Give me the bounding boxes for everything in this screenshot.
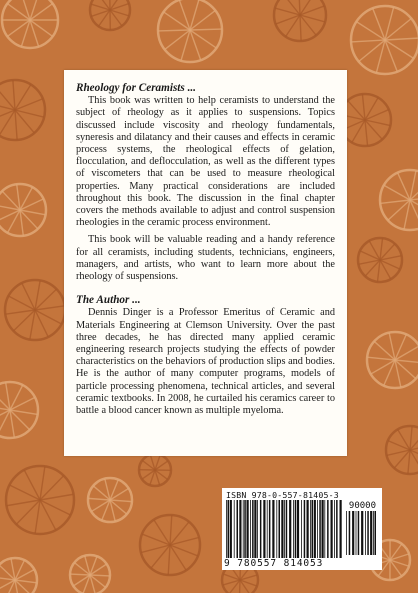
barcode-bar (244, 500, 246, 558)
barcode-bar (358, 511, 360, 555)
barcode-bar (284, 500, 285, 558)
citrus-slice-decoration (386, 426, 418, 474)
barcode-bar (250, 500, 251, 558)
citrus-slice-decoration (0, 382, 38, 438)
citrus-slice-decoration (88, 478, 132, 522)
price-addon-bars (346, 511, 378, 555)
barcode-bar (356, 511, 357, 555)
section-heading-rheology: Rheology for Ceramists ... (76, 82, 196, 94)
barcode-bar (263, 500, 265, 558)
barcode-bar (269, 500, 271, 558)
citrus-slice-decoration (140, 515, 200, 575)
citrus-slice-decoration (158, 0, 222, 62)
citrus-slice-decoration (274, 0, 326, 41)
barcode-bar (373, 511, 374, 555)
barcode-bar (237, 500, 239, 558)
barcode-bar (276, 500, 277, 558)
barcode-bar (352, 511, 354, 555)
barcode-bar (260, 500, 262, 558)
barcode-bar (257, 500, 258, 558)
barcode-bar (293, 500, 294, 558)
citrus-slice-decoration (351, 6, 418, 74)
citrus-slice-decoration (2, 0, 58, 48)
barcode-bar (286, 500, 288, 558)
citrus-slice-decoration (358, 238, 402, 282)
citrus-slice-decoration (380, 170, 418, 230)
citrus-slice-decoration (70, 555, 110, 593)
barcode-bar (365, 511, 366, 555)
barcode-bar (370, 511, 372, 555)
text-panel (64, 70, 347, 456)
citrus-slice-decoration (5, 280, 65, 340)
barcode-bar (301, 500, 302, 558)
barcode-bar (340, 500, 342, 558)
barcode-bar (254, 500, 256, 558)
barcode-bar (375, 511, 377, 555)
barcode-bar (317, 500, 318, 558)
barcode-bar (307, 500, 309, 558)
barcode-bar (243, 500, 244, 558)
barcode-bar (331, 500, 333, 558)
barcode-bars (226, 500, 342, 558)
barcode-bar (334, 500, 335, 558)
barcode-bar (228, 500, 230, 558)
barcode-bar (349, 511, 351, 555)
barcode-bar (289, 500, 291, 558)
section-heading-author: The Author ... (76, 294, 141, 307)
price-code: 90000 (348, 501, 376, 511)
citrus-slice-decoration (90, 0, 130, 30)
barcode-bar (361, 511, 363, 555)
barcode-bar (324, 500, 325, 558)
barcode-bar (234, 500, 235, 558)
barcode-bar (295, 500, 297, 558)
citrus-slice-decoration (367, 332, 418, 388)
barcode-bar (319, 500, 321, 558)
paragraph-author-bio: Dennis Dinger is a Professor Emeritus of Ceramic and Materials Engineering at Clemson University. Over the past three decades, he has directed many applied ceramic engineering research projects studying the effects of powder characteristics on the behaviors of production slips and bodies. He is the author of many computer programs, models of particle processing phenomena, technical articles, and several ceramic textbooks. In 2008, he curtailed his ceramics career to battle a blood cancer known as multiple myeloma. (76, 307, 335, 417)
citrus-slice-decoration (0, 80, 45, 140)
description-text (76, 82, 335, 422)
barcode-bar (252, 500, 254, 558)
citrus-slice-decoration (139, 454, 171, 486)
barcode-bar (327, 500, 329, 558)
citrus-slice-decoration (0, 184, 46, 236)
barcode-bar (310, 500, 311, 558)
barcode-bar (346, 511, 347, 555)
citrus-slice-decoration (0, 558, 37, 593)
barcode-bar (314, 500, 316, 558)
barcode-bar (312, 500, 314, 558)
barcode-bar (230, 500, 232, 558)
barcode-bar (272, 500, 274, 558)
barcode-bar (281, 500, 283, 558)
barcode-bar (247, 500, 249, 558)
barcode-bar (297, 500, 299, 558)
barcode-box (222, 488, 382, 570)
barcode-bar (267, 500, 268, 558)
barcode-bar (322, 500, 324, 558)
barcode-digits: 9 780557 814053 (224, 558, 324, 569)
barcode-bar (226, 500, 227, 558)
paragraph-audience: This book will be valuable reading and a handy reference for all ceramists, including students, technicians, engineers, managers, and artists, who want to learn more about the rheology of suspensions. (76, 234, 335, 283)
barcode-bar (239, 500, 241, 558)
isbn-label: ISBN 978-0-557-81405-3 (226, 490, 339, 500)
citrus-slice-decoration (6, 466, 74, 534)
barcode-bar (336, 500, 338, 558)
barcode-bar (304, 500, 306, 558)
paragraph-summary: This book was written to help ceramists to understand the subject of rheology as it applies to suspensions. Topics discussed include viscosity and rheology fundamentals, syneresis and dilatancy and their causes and effects in ceramic process systems, the rheological effects of gelation, flocculation, and deflocculation, as well as the different types of viscometers that can be used to measure rheological properties. Many practical considerations are included throughout this book. The discussion in the final chapter covers the methods available to adjust and control suspension rheologies in the ceramic process environment. (76, 95, 335, 229)
barcode-bar (279, 500, 281, 558)
barcode-bar (367, 511, 369, 555)
